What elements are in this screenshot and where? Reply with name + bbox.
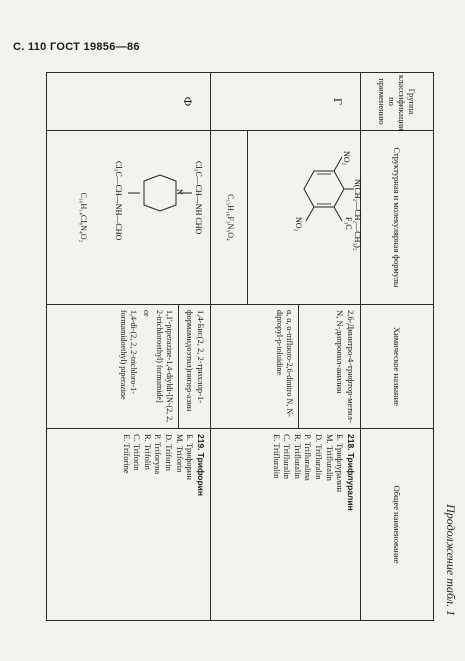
chemical-name-en: α, α, α-trifluoro-2,6-dinitro N, N-dipropyl-p-toluidine: [274, 310, 294, 417]
formula-label: N: [175, 189, 184, 195]
synonym-item: R. Trifluralin: [292, 434, 303, 479]
synonym-item: С. Trifluralin: [282, 434, 293, 480]
synonym-item: М. Trifluralin: [324, 434, 335, 481]
col-header-chemical-name: Химическое название: [361, 305, 434, 429]
molecular-formula: C₁₀H₁₄Cl₆N₄O₂: [79, 192, 88, 243]
group-cell: [211, 73, 361, 131]
group-cell: [47, 73, 211, 131]
chemical-name-ru: 2,6-Динитро-4-трифтор-метил-N, N-дипропил-анилин: [335, 310, 356, 423]
table-caption: Продолжение табл. 1: [444, 504, 458, 616]
page-header: С. 110 ГОСТ 19856—86: [13, 41, 140, 53]
group-code: Г: [331, 98, 345, 105]
synonym-item: D. Trifluralin: [314, 434, 325, 480]
entry-number: 219.: [196, 434, 206, 451]
synonym-item: Б. Трифлуралин: [335, 434, 346, 493]
common-name-cell: [47, 429, 211, 621]
common-name-cell: [211, 429, 361, 621]
molecular-formula: C₁₃H₁₆F₃N₃O₄: [226, 194, 235, 241]
col-header-formula: Структурная и молекулярная формулы: [361, 131, 434, 305]
chemical-name-or: or: [141, 310, 151, 317]
formula-label: Cl₃C—CH—NH—CHO: [114, 161, 123, 241]
chemical-name-ru: 1,4-Бис(2, 2, 2-трихлор-1-формамидоэтил)пипер-азин: [185, 310, 206, 412]
synonym-item: Б. Трифорин: [185, 434, 196, 480]
entry-title: Трифорин: [196, 452, 206, 497]
table-row: [47, 73, 211, 621]
formula-label: Cl₃C—CH—NH CHO: [194, 161, 203, 235]
formula-label: NO₂: [342, 151, 351, 166]
synonym-item: С. Triforin: [132, 434, 143, 471]
chemical-name-en: 1,1′-piperazine-1,4-diyldi-[N-(2, 2, 2-trichloroethyl) formamide]: [154, 310, 174, 423]
group-code: Ф: [181, 96, 195, 107]
synonym-item: E. Trifluralin: [271, 434, 282, 479]
synonym-item: P. Triforyna: [153, 434, 164, 475]
triforine-structure: [106, 131, 210, 303]
synonym-item: R. Trifolin: [142, 434, 153, 470]
formula-label: F₃C: [344, 217, 353, 230]
trifluralin-structure: [248, 131, 360, 303]
rotated-table-region: [46, 72, 458, 620]
synonym-item: М. Triforin: [174, 434, 185, 473]
chemical-name-cell: [211, 305, 361, 429]
formula-label: NO₂: [294, 217, 303, 232]
chemical-name-cell: [47, 305, 211, 429]
chemical-name-en-alt: 1,4-di-(2, 2, 2-trichloro-1-formamidoethyl) piperazine: [118, 310, 138, 400]
formula-cell: [211, 131, 361, 305]
col-header-group: Группа классификации по применению: [361, 73, 434, 131]
synonym-item: D. Triforin: [164, 434, 175, 471]
col-header-common-name: Общее наименование: [361, 429, 434, 621]
substances-table: [46, 72, 434, 621]
formula-cell: [47, 131, 211, 305]
formula-label: N(CH₂—CH₂—CH₃)₂: [353, 179, 362, 251]
table-header-row: [361, 73, 434, 621]
synonym-item: P. Trifluralina: [303, 434, 314, 481]
entry-title: Трифлуралин: [346, 452, 356, 511]
table-row: [211, 73, 361, 621]
entry-number: 218.: [346, 434, 356, 451]
synonym-item: E. Triforine: [121, 434, 132, 474]
